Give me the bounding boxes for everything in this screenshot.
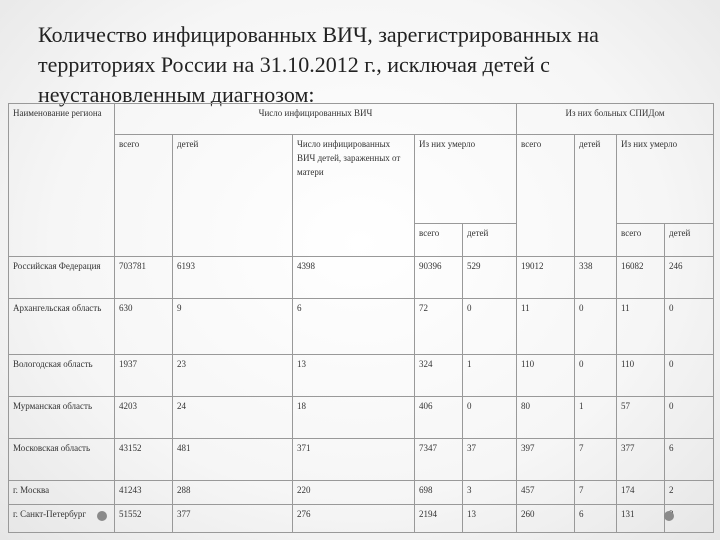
cell-mother: 4398 — [293, 257, 415, 299]
cell-total: 4203 — [115, 397, 173, 439]
cell-died-children: 37 — [463, 439, 517, 481]
cell-region: Архангельская область — [9, 299, 115, 355]
cell-aids-children: 7 — [575, 439, 617, 481]
cell-died-total: 698 — [415, 481, 463, 505]
cell-aids-children: 338 — [575, 257, 617, 299]
cell-children: 377 — [173, 505, 293, 533]
cell-aids-died-children: 0 — [665, 299, 714, 355]
cell-aids-total: 11 — [517, 299, 575, 355]
hiv-statistics-table — [8, 103, 714, 533]
cell-mother: 276 — [293, 505, 415, 533]
header-aids-count: Из них больных СПИДом — [517, 104, 714, 135]
cell-died-children: 3 — [463, 481, 517, 505]
table-row — [9, 505, 714, 533]
cell-children: 23 — [173, 355, 293, 397]
cell-aids-total: 457 — [517, 481, 575, 505]
cell-mother: 220 — [293, 481, 415, 505]
header-total: всего — [115, 135, 173, 257]
cell-region: г. Москва — [9, 481, 115, 505]
cell-aids-died-total: 57 — [617, 397, 665, 439]
cell-aids-died-children: 2 — [665, 481, 714, 505]
header-aids-children: детей — [575, 135, 617, 257]
cell-total: 630 — [115, 299, 173, 355]
cell-aids-children: 1 — [575, 397, 617, 439]
header-aids-died-children: детей — [665, 224, 714, 257]
cell-aids-died-total: 131 — [617, 505, 665, 533]
cell-died-total: 324 — [415, 355, 463, 397]
cell-aids-total: 80 — [517, 397, 575, 439]
header-died-total: всего — [415, 224, 463, 257]
cell-died-children: 0 — [463, 299, 517, 355]
table-row — [9, 397, 714, 439]
cell-region: Мурманская область — [9, 397, 115, 439]
cell-children: 481 — [173, 439, 293, 481]
cell-total: 43152 — [115, 439, 173, 481]
cell-died-children: 0 — [463, 397, 517, 439]
cell-total: 703781 — [115, 257, 173, 299]
title-line-1: Количество инфицированных ВИЧ, зарегистрированных на — [38, 22, 599, 47]
header-children: детей — [173, 135, 293, 257]
cell-children: 6193 — [173, 257, 293, 299]
cell-aids-died-total: 11 — [617, 299, 665, 355]
cell-children: 9 — [173, 299, 293, 355]
cell-region: Вологодская область — [9, 355, 115, 397]
header-aids-died-total: всего — [617, 224, 665, 257]
cell-aids-died-total: 174 — [617, 481, 665, 505]
table-row — [9, 481, 714, 505]
cell-aids-died-children: 6 — [665, 439, 714, 481]
header-aids-died-of-them: Из них умерло — [617, 135, 714, 224]
table-body — [9, 257, 714, 533]
cell-mother: 6 — [293, 299, 415, 355]
header-died-of-them: Из них умерло — [415, 135, 517, 224]
table-row — [9, 355, 714, 397]
cell-died-children: 529 — [463, 257, 517, 299]
header-region: Наименование региона — [9, 104, 115, 257]
cell-aids-children: 0 — [575, 299, 617, 355]
cell-aids-died-children: 0 — [665, 355, 714, 397]
header-aids-total: всего — [517, 135, 575, 257]
cell-mother: 18 — [293, 397, 415, 439]
cell-children: 288 — [173, 481, 293, 505]
cell-died-total: 72 — [415, 299, 463, 355]
table-row — [9, 299, 714, 355]
cell-died-total: 7347 — [415, 439, 463, 481]
table-row — [9, 257, 714, 299]
cell-total: 51552 — [115, 505, 173, 533]
cell-aids-total: 260 — [517, 505, 575, 533]
cell-mother: 371 — [293, 439, 415, 481]
cell-aids-died-children: 246 — [665, 257, 714, 299]
cell-aids-total: 19012 — [517, 257, 575, 299]
header-died-children: детей — [463, 224, 517, 257]
cell-died-total: 90396 — [415, 257, 463, 299]
cell-region: г. Санкт-Петербург — [9, 505, 115, 533]
cell-died-children: 1 — [463, 355, 517, 397]
cell-total: 41243 — [115, 481, 173, 505]
cell-aids-died-total: 377 — [617, 439, 665, 481]
cell-aids-died-total: 16082 — [617, 257, 665, 299]
title-line-2: территориях России на 31.10.2012 г., исключая детей с — [38, 52, 550, 77]
title-line-3: неустановленным диагнозом: — [38, 82, 315, 107]
cell-mother: 13 — [293, 355, 415, 397]
cell-aids-died-total: 110 — [617, 355, 665, 397]
cell-aids-died-children: 0 — [665, 397, 714, 439]
cell-died-total: 406 — [415, 397, 463, 439]
cell-aids-children: 6 — [575, 505, 617, 533]
header-row-1 — [9, 104, 714, 135]
cell-region: Российская Федерация — [9, 257, 115, 299]
cell-aids-total: 397 — [517, 439, 575, 481]
header-mother-infected: Число инфицированных ВИЧ детей, зараженных от матери — [293, 135, 415, 257]
cell-total: 1937 — [115, 355, 173, 397]
cell-region: Московская область — [9, 439, 115, 481]
cell-children: 24 — [173, 397, 293, 439]
decorative-dot — [97, 511, 107, 521]
table-row — [9, 439, 714, 481]
header-row-2 — [9, 135, 714, 224]
cell-died-children: 13 — [463, 505, 517, 533]
decorative-dot — [664, 511, 674, 521]
cell-aids-children: 0 — [575, 355, 617, 397]
header-hiv-count: Число инфицированных ВИЧ — [115, 104, 517, 135]
cell-aids-total: 110 — [517, 355, 575, 397]
cell-aids-children: 7 — [575, 481, 617, 505]
slide-title — [38, 20, 708, 110]
cell-died-total: 2194 — [415, 505, 463, 533]
